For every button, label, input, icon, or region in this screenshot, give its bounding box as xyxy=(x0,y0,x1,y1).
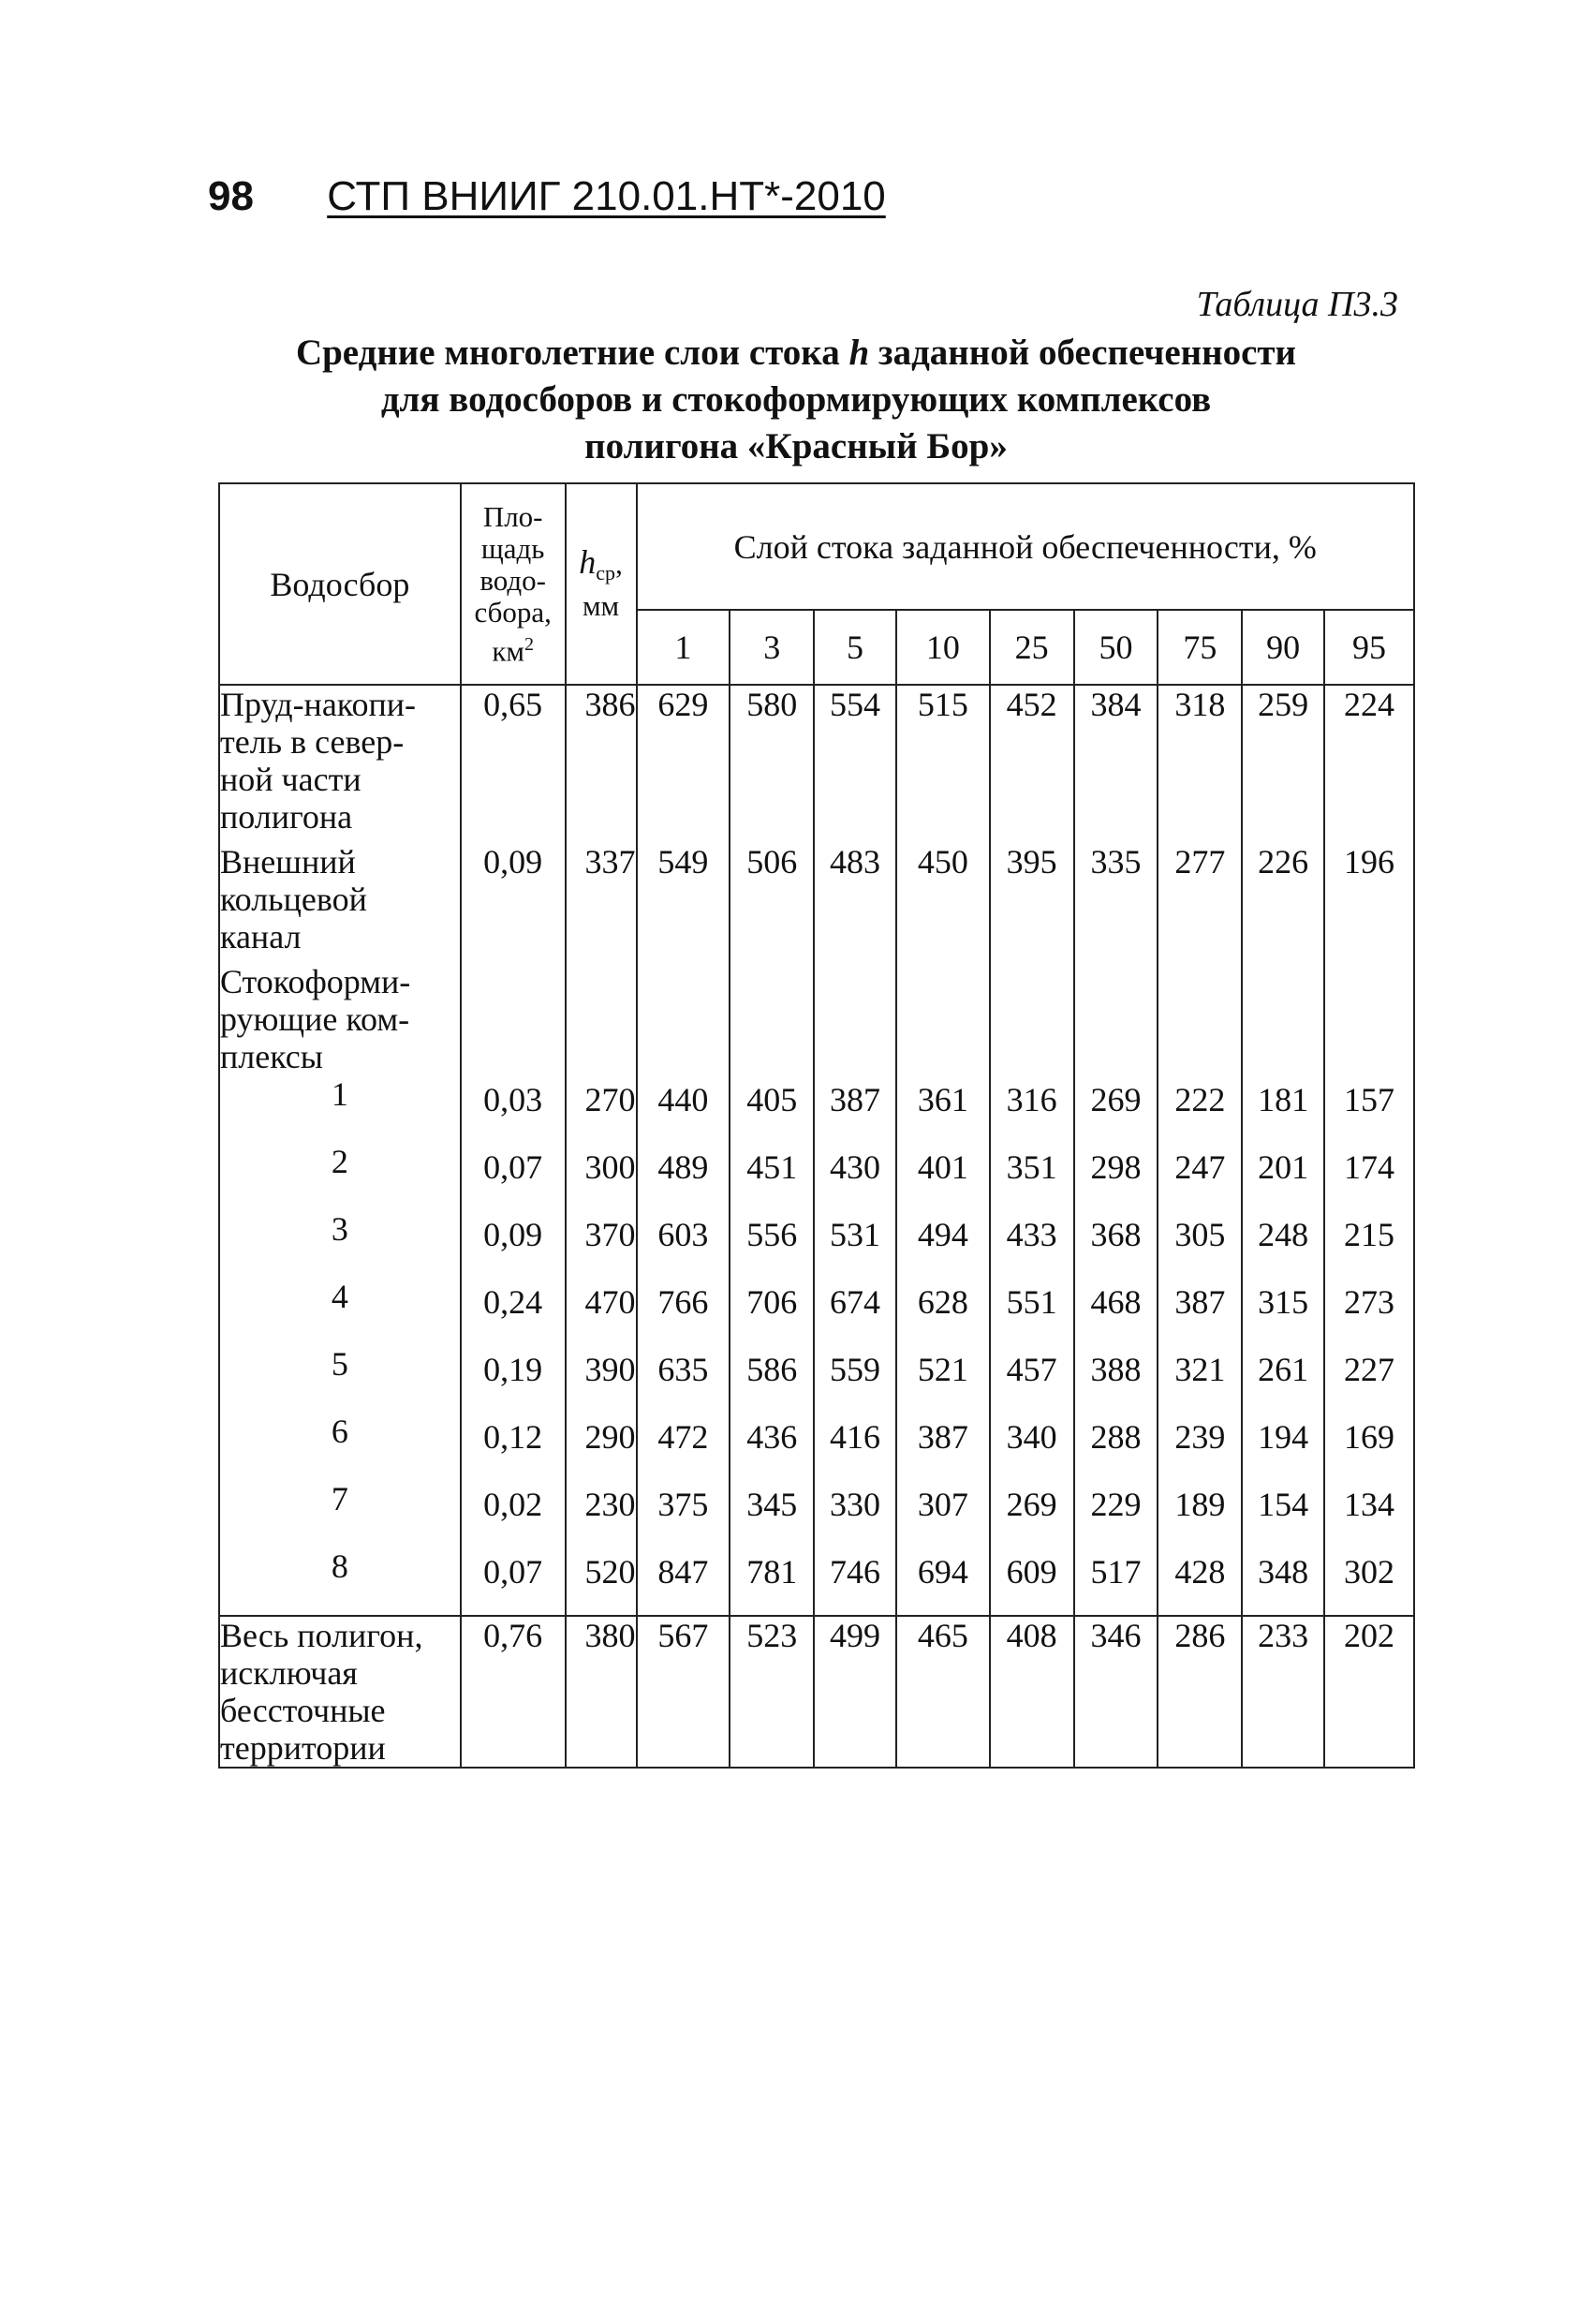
empty-cell xyxy=(990,963,1074,1075)
hcp-cell: 390 xyxy=(566,1345,637,1413)
value-cell-3: 781 xyxy=(730,1547,814,1616)
header-area-line: щадь xyxy=(480,531,545,565)
value-cell-50: 288 xyxy=(1074,1413,1158,1480)
value-cell-25: 269 xyxy=(990,1480,1074,1547)
value-cell-3: 586 xyxy=(730,1345,814,1413)
value-cell-10: 387 xyxy=(896,1413,990,1480)
value-cell-3: 436 xyxy=(730,1413,814,1480)
header-hcp xyxy=(566,483,637,685)
value-cell-95: 157 xyxy=(1324,1075,1414,1143)
area-cell: 0,65 xyxy=(461,685,566,843)
value-cell-50: 229 xyxy=(1074,1480,1158,1547)
value-cell-95: 302 xyxy=(1324,1547,1414,1616)
header-area xyxy=(461,483,566,685)
value-cell-5: 430 xyxy=(814,1143,896,1210)
catchment-name-line: ной части xyxy=(220,761,361,798)
value-cell-5: 746 xyxy=(814,1547,896,1616)
page-number: 98 xyxy=(208,173,254,219)
header-percent-90: 90 xyxy=(1242,610,1324,685)
value-cell-10: 694 xyxy=(896,1547,990,1616)
table-row xyxy=(219,963,1414,1075)
value-cell-3: 345 xyxy=(730,1480,814,1547)
catchment-name-line: Внешний xyxy=(220,843,356,881)
title-line-1-end: заданной обеспеченности xyxy=(869,333,1297,373)
value-cell-95: 273 xyxy=(1324,1278,1414,1345)
catchment-name xyxy=(219,843,461,963)
table-body xyxy=(219,685,1414,1768)
header-percent-25: 25 xyxy=(990,610,1074,685)
complexes-label-line: рующие ком- xyxy=(220,1000,410,1038)
catchment-name xyxy=(219,685,461,843)
area-unit: км xyxy=(492,634,525,668)
value-cell-1: 567 xyxy=(637,1616,730,1768)
value-cell-3: 451 xyxy=(730,1143,814,1210)
value-cell-95: 215 xyxy=(1324,1210,1414,1278)
area-cell: 0,02 xyxy=(461,1480,566,1547)
value-cell-90: 154 xyxy=(1242,1480,1324,1547)
value-cell-3: 405 xyxy=(730,1075,814,1143)
value-cell-90: 348 xyxy=(1242,1547,1324,1616)
empty-cell xyxy=(1158,963,1242,1075)
complex-id: 3 xyxy=(219,1210,461,1278)
value-cell-25: 316 xyxy=(990,1075,1074,1143)
empty-cell xyxy=(637,963,730,1075)
value-cell-90: 233 xyxy=(1242,1616,1324,1768)
value-cell-95: 227 xyxy=(1324,1345,1414,1413)
value-cell-75: 321 xyxy=(1158,1345,1242,1413)
empty-cell xyxy=(1074,963,1158,1075)
header-hcp-unit: мм xyxy=(582,588,620,622)
value-cell-75: 387 xyxy=(1158,1278,1242,1345)
total-name xyxy=(219,1616,461,1768)
value-cell-1: 549 xyxy=(637,843,730,963)
complex-id: 8 xyxy=(219,1547,461,1616)
value-cell-50: 468 xyxy=(1074,1278,1158,1345)
value-cell-50: 388 xyxy=(1074,1345,1158,1413)
value-cell-3: 556 xyxy=(730,1210,814,1278)
value-cell-75: 222 xyxy=(1158,1075,1242,1143)
title-line-1 xyxy=(187,330,1405,377)
table-row xyxy=(219,1547,1414,1616)
complexes-label-line: плексы xyxy=(220,1038,323,1075)
value-cell-25: 351 xyxy=(990,1143,1074,1210)
value-cell-50: 335 xyxy=(1074,843,1158,963)
value-cell-90: 261 xyxy=(1242,1345,1324,1413)
value-cell-5: 483 xyxy=(814,843,896,963)
table-row xyxy=(219,1278,1414,1345)
value-cell-5: 531 xyxy=(814,1210,896,1278)
value-cell-90: 201 xyxy=(1242,1143,1324,1210)
area-cell: 0,03 xyxy=(461,1075,566,1143)
value-cell-90: 259 xyxy=(1242,685,1324,843)
table-label: Таблица П3.3 xyxy=(1196,285,1398,324)
value-cell-25: 408 xyxy=(990,1616,1074,1768)
value-cell-10: 361 xyxy=(896,1075,990,1143)
catchment-name-line: Пруд-накопи- xyxy=(220,686,416,723)
value-cell-1: 440 xyxy=(637,1075,730,1143)
table-row xyxy=(219,843,1414,963)
header-percent-95: 95 xyxy=(1324,610,1414,685)
hcp-cell: 470 xyxy=(566,1278,637,1345)
value-cell-50: 298 xyxy=(1074,1143,1158,1210)
complex-id: 2 xyxy=(219,1143,461,1210)
value-cell-95: 169 xyxy=(1324,1413,1414,1480)
value-cell-10: 628 xyxy=(896,1278,990,1345)
value-cell-90: 194 xyxy=(1242,1413,1324,1480)
complexes-label-line: Стокоформи- xyxy=(220,963,411,1000)
area-cell: 0,09 xyxy=(461,1210,566,1278)
hcp-cell: 300 xyxy=(566,1143,637,1210)
value-cell-25: 340 xyxy=(990,1413,1074,1480)
hcp-cell: 230 xyxy=(566,1480,637,1547)
title-line-2: для водосборов и стокоформирующих комплексов xyxy=(380,379,1212,420)
catchment-name-line: канал xyxy=(220,918,302,955)
complex-id: 6 xyxy=(219,1413,461,1480)
header-percent-1: 1 xyxy=(637,610,730,685)
value-cell-10: 307 xyxy=(896,1480,990,1547)
area-cell: 0,09 xyxy=(461,843,566,963)
table-row xyxy=(219,685,1414,843)
header-area-line: Пло- xyxy=(482,499,543,533)
value-cell-95: 224 xyxy=(1324,685,1414,843)
table-row xyxy=(219,1210,1414,1278)
table-row xyxy=(219,1345,1414,1413)
complex-id: 7 xyxy=(219,1480,461,1547)
value-cell-10: 494 xyxy=(896,1210,990,1278)
empty-cell xyxy=(814,963,896,1075)
value-cell-75: 318 xyxy=(1158,685,1242,843)
hcp-cell: 370 xyxy=(566,1210,637,1278)
table-row xyxy=(219,1143,1414,1210)
hcp-cell: 290 xyxy=(566,1413,637,1480)
area-cell: 0,24 xyxy=(461,1278,566,1345)
value-cell-1: 472 xyxy=(637,1413,730,1480)
value-cell-25: 452 xyxy=(990,685,1074,843)
header-runoff-group: Слой стока заданной обеспеченности, % xyxy=(637,483,1414,610)
value-cell-3: 523 xyxy=(730,1616,814,1768)
value-cell-1: 489 xyxy=(637,1143,730,1210)
value-cell-50: 346 xyxy=(1074,1616,1158,1768)
header-area-unit xyxy=(462,629,565,667)
value-cell-10: 450 xyxy=(896,843,990,963)
value-cell-75: 305 xyxy=(1158,1210,1242,1278)
table-title xyxy=(187,330,1405,470)
value-cell-25: 609 xyxy=(990,1547,1074,1616)
area-cell: 0,19 xyxy=(461,1345,566,1413)
empty-cell xyxy=(461,963,566,1075)
value-cell-90: 181 xyxy=(1242,1075,1324,1143)
hcp-cell: 337 xyxy=(566,843,637,963)
value-cell-25: 457 xyxy=(990,1345,1074,1413)
value-cell-10: 515 xyxy=(896,685,990,843)
value-cell-1: 766 xyxy=(637,1278,730,1345)
value-cell-5: 554 xyxy=(814,685,896,843)
value-cell-1: 847 xyxy=(637,1547,730,1616)
value-cell-75: 239 xyxy=(1158,1413,1242,1480)
value-cell-5: 499 xyxy=(814,1616,896,1768)
empty-cell xyxy=(1242,963,1324,1075)
hcp-cell: 270 xyxy=(566,1075,637,1143)
area-cell: 0,12 xyxy=(461,1413,566,1480)
empty-cell xyxy=(730,963,814,1075)
catchment-name-line: кольцевой xyxy=(220,881,367,918)
value-cell-10: 401 xyxy=(896,1143,990,1210)
value-cell-75: 428 xyxy=(1158,1547,1242,1616)
table-row xyxy=(219,1413,1414,1480)
area-cell: 0,07 xyxy=(461,1143,566,1210)
area-cell: 0,07 xyxy=(461,1547,566,1616)
value-cell-75: 247 xyxy=(1158,1143,1242,1210)
page-header xyxy=(208,169,886,225)
table-row xyxy=(219,1075,1414,1143)
value-cell-1: 375 xyxy=(637,1480,730,1547)
value-cell-95: 196 xyxy=(1324,843,1414,963)
hcp-cell: 520 xyxy=(566,1547,637,1616)
value-cell-75: 189 xyxy=(1158,1480,1242,1547)
title-line-3: полигона «Красный Бор» xyxy=(584,426,1008,466)
header-percent-10: 10 xyxy=(896,610,990,685)
value-cell-95: 134 xyxy=(1324,1480,1414,1547)
total-name-line: исключая xyxy=(220,1654,358,1692)
value-cell-3: 580 xyxy=(730,685,814,843)
value-cell-25: 395 xyxy=(990,843,1074,963)
header-percent-50: 50 xyxy=(1074,610,1158,685)
value-cell-10: 521 xyxy=(896,1345,990,1413)
value-cell-3: 506 xyxy=(730,843,814,963)
area-unit-exponent: 2 xyxy=(524,633,535,655)
header-catchment: Водосбор xyxy=(219,483,461,685)
hcp-cell: 380 xyxy=(566,1616,637,1768)
catchment-name-line: полигона xyxy=(220,798,353,836)
value-cell-50: 368 xyxy=(1074,1210,1158,1278)
value-cell-5: 416 xyxy=(814,1413,896,1480)
header-percent-5: 5 xyxy=(814,610,896,685)
table-row xyxy=(219,1616,1414,1768)
value-cell-50: 517 xyxy=(1074,1547,1158,1616)
value-cell-5: 330 xyxy=(814,1480,896,1547)
value-cell-95: 174 xyxy=(1324,1143,1414,1210)
empty-cell xyxy=(1324,963,1414,1075)
value-cell-90: 315 xyxy=(1242,1278,1324,1345)
header-hcp-symbol: $h_{ср}$, xyxy=(579,543,623,585)
header-percent-3: 3 xyxy=(730,610,814,685)
value-cell-75: 277 xyxy=(1158,843,1242,963)
complex-id: 4 xyxy=(219,1278,461,1345)
hcp-symbol: h xyxy=(579,543,597,582)
value-cell-90: 248 xyxy=(1242,1210,1324,1278)
total-name-line: территории xyxy=(220,1729,386,1767)
value-cell-5: 674 xyxy=(814,1278,896,1345)
document-code: СТП ВНИИГ 210.01.НТ*-2010 xyxy=(327,173,886,219)
value-cell-50: 384 xyxy=(1074,685,1158,843)
hcp-subscript: ср xyxy=(596,561,616,585)
value-cell-1: 629 xyxy=(637,685,730,843)
empty-cell xyxy=(896,963,990,1075)
complex-id: 5 xyxy=(219,1345,461,1413)
table-row xyxy=(219,1480,1414,1547)
value-cell-3: 706 xyxy=(730,1278,814,1345)
header-area-line: сбора, xyxy=(474,595,552,629)
area-cell: 0,76 xyxy=(461,1616,566,1768)
total-name-line: бессточные xyxy=(220,1692,386,1729)
title-line-1-start: Средние многолетние слои стока xyxy=(295,333,849,373)
empty-cell xyxy=(566,963,637,1075)
title-variable: h xyxy=(848,333,870,373)
value-cell-1: 635 xyxy=(637,1345,730,1413)
value-cell-5: 387 xyxy=(814,1075,896,1143)
value-cell-75: 286 xyxy=(1158,1616,1242,1768)
value-cell-10: 465 xyxy=(896,1616,990,1768)
value-cell-25: 551 xyxy=(990,1278,1074,1345)
value-cell-95: 202 xyxy=(1324,1616,1414,1768)
value-cell-1: 603 xyxy=(637,1210,730,1278)
value-cell-5: 559 xyxy=(814,1345,896,1413)
value-cell-25: 433 xyxy=(990,1210,1074,1278)
runoff-table xyxy=(218,482,1415,1769)
header-area-line: водо- xyxy=(479,563,546,597)
complexes-label xyxy=(219,963,461,1075)
complex-id: 1 xyxy=(219,1075,461,1143)
catchment-name-line: тель в север- xyxy=(220,723,405,761)
hcp-cell: 386 xyxy=(566,685,637,843)
value-cell-50: 269 xyxy=(1074,1075,1158,1143)
total-name-line: Весь полигон, xyxy=(220,1617,423,1654)
value-cell-90: 226 xyxy=(1242,843,1324,963)
header-percent-75: 75 xyxy=(1158,610,1242,685)
